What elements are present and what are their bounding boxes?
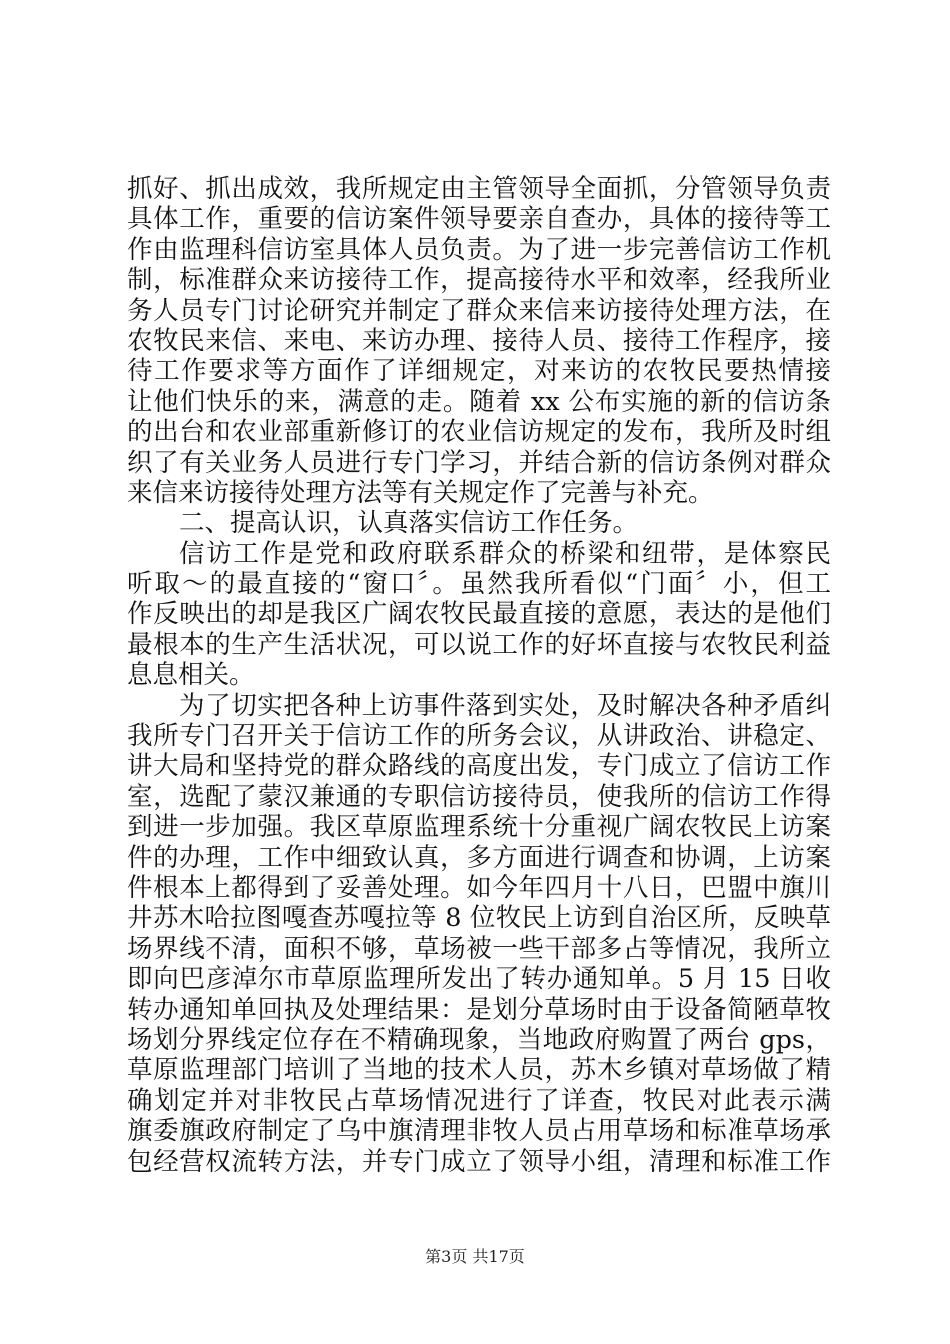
text-line: 务人员专门讨论研究并制定了群众来信来访接待处理方法，在	[127, 295, 831, 326]
text-line: 件的办理，工作中细致认真，多方面进行调查和协调，上访案	[127, 842, 831, 873]
text-line: 待工作要求等方面作了详细规定，对来访的农牧民要热情接	[127, 356, 831, 387]
text-line: 作反映出的却是我区广阔农牧民最直接的意愿，表达的是他们	[127, 599, 831, 630]
text-line: 信访工作是党和政府联系群众的桥梁和纽带，是体察民	[179, 538, 831, 569]
text-line: 织了有关业务人员进行专门学习，并结合新的信访条例对群众	[127, 447, 831, 478]
text-line: 我所专门召开关于信访工作的所务会议，从讲政治、讲稳定、	[127, 721, 831, 752]
text-line: 为了切实把各种上访事件落到实处，及时解决各种矛盾纠	[179, 690, 831, 721]
page-footer: 第3页 共17页	[425, 1247, 525, 1266]
text-line: 场界线不清，面积不够，草场被一些干部多占等情况，我所立	[127, 933, 831, 964]
text-line: 件根本上都得到了妥善处理。如今年四月十八日，巴盟中旗川	[127, 872, 831, 903]
text-line: 确划定并对非牧民占草场情况进行了详查，牧民对此表示满	[127, 1085, 831, 1116]
text-line: 讲大局和坚持党的群众路线的高度出发，专门成立了信访工作	[127, 751, 831, 782]
text-line: 最根本的生产生活状况，可以说工作的好坏直接与农牧民利益	[127, 629, 831, 660]
text-line: 抓好、抓出成效，我所规定由主管领导全面抓，分管领导负责	[127, 174, 831, 204]
text-line: 听取～的最直接的“窗口〞。虽然我所看似“门面〞小，但工	[127, 569, 831, 600]
text-line: 具体工作，重要的信访案件领导要亲自查办，具体的接待等工	[127, 204, 831, 235]
text-line: 场划分界线定位存在不精确现象，当地政府购置了两台 gps，	[127, 1024, 831, 1055]
text-line: 农牧民来信、来电、来访办理、接待人员、接待工作程序，接	[127, 325, 831, 356]
text-line: 让他们快乐的来，满意的走。随着 xx 公布实施的新的信访条	[127, 386, 831, 417]
text-line: 作由监理科信访室具体人员负责。为了进一步完善信访工作机	[127, 234, 831, 265]
text-line: 来信来访接待处理方法等有关规定作了完善与补充。	[127, 477, 714, 508]
text-line: 转办通知单回执及处理结果：是划分草场时由于设备简陋草牧	[127, 994, 831, 1025]
text-line: 的出台和农业部重新修订的农业信访规定的发布，我所及时组	[127, 417, 831, 448]
text-line: 到进一步加强。我区草原监理系统十分重视广阔农牧民上访案	[127, 812, 831, 843]
text-line: 井苏木哈拉图嘎查苏嘎拉等 8 位牧民上访到自治区所，反映草	[127, 903, 831, 934]
text-line: 制，标准群众来访接待工作，提高接待水平和效率，经我所业	[127, 265, 831, 296]
text-line: 室，选配了蒙汉兼通的专职信访接待员，使我所的信访工作得	[127, 781, 831, 812]
text-line: 包经营权流转方法，并专门成立了领导小组，清理和标准工作	[127, 1146, 831, 1177]
text-line: 草原监理部门培训了当地的技术人员，苏木乡镇对草场做了精	[127, 1055, 831, 1086]
document-body	[127, 174, 831, 1177]
text-line: 即向巴彦淖尔市草原监理所发出了转办通知单。5 月 15 日收	[127, 964, 831, 995]
text-line: 旗委旗政府制定了乌中旗清理非牧人员占用草场和标准草场承	[127, 1116, 831, 1147]
text-line: 二、提高认识，认真落实信访工作任务。	[179, 508, 639, 539]
text-line: 息息相关。	[127, 660, 255, 691]
